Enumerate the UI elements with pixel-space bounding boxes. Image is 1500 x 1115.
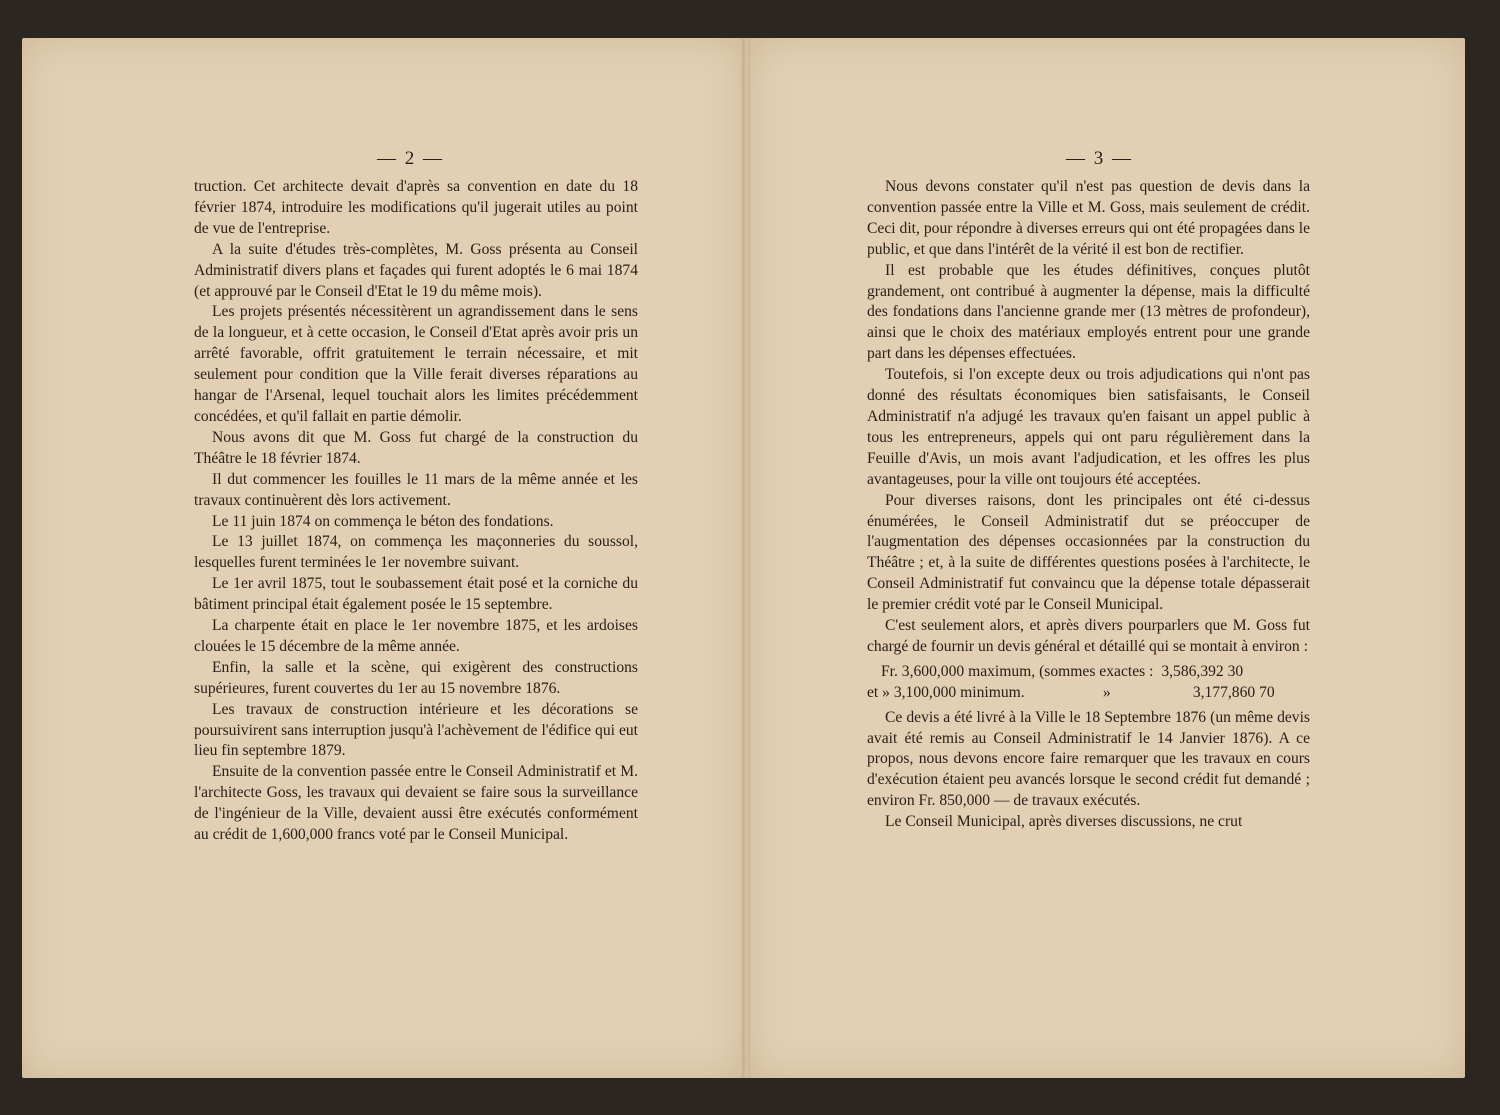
paragraph: Nous devons constater qu'il n'est pas question de devis dans la convention passée entre la Ville et M. Goss, mais seulement de crédit. Ceci dit, pour répondre à diverses erreurs qui ont été propagées dans le public, et que dans l'intérêt de la vérité il est bon de rectifier.: [867, 178, 1310, 258]
paragraph: Les travaux de construction intérieure et les décorations se poursuivirent sans interruption jusqu'à l'achèvement de l'édifice qui eut lieu fin septembre 1879.: [194, 700, 638, 760]
paragraph: Les projets présentés nécessitèrent un agrandissement dans le sens de la longueur, et à cette occasion, le Conseil d'Etat après avoir pris un arrêté favorable, offrit gratuitement le terrain nécessaire, et mit seulement pour condition que la Ville ferait diverses réparations au hangar de l'Arsenal, lequel touchait alors les limites précédemment concédées, et qu'il fallait en partie démolir.: [194, 303, 638, 425]
money-amount: 3,586,392 30: [1161, 662, 1244, 680]
money-amount: 3,177,860 70: [1192, 683, 1275, 701]
paragraph: C'est seulement alors, et après divers pourparlers que M. Goss fut chargé de fournir un devis général et détaillé qui se montait à environ :: [867, 617, 1310, 655]
paragraph: Il dut commencer les fouilles le 11 mars de la même année et les travaux continuèrent dès lors activement.: [194, 470, 638, 509]
right-page-text: [867, 177, 1310, 833]
money-line: [867, 683, 1310, 704]
money-line: [867, 662, 1310, 683]
paragraph: Le 11 juin 1874 on commença le béton des fondations.: [212, 512, 554, 530]
page-number-left: — 2 —: [377, 148, 444, 169]
money-label: Fr. 3,600,000 maximum, (sommes exactes :: [881, 662, 1154, 680]
paragraph: Ce devis a été livré à la Ville le 18 Septembre 1876 (un même devis avait été remis au Conseil Administratif le 14 Janvier 1876). A ce propos, nous devons encore faire remarquer que les travaux en cours d'exécution étaient peu avancés lorsque le second crédit fut demandé ; environ Fr. 850,000 — de travaux exécutés.: [867, 708, 1310, 810]
paragraph: truction. Cet architecte devait d'après sa convention en date du 18 février 1874, introduire les modifications qu'il jugerait utiles au point de vue de l'entreprise.: [194, 178, 638, 237]
ditto-mark: »: [1102, 683, 1111, 701]
paragraph: Nous avons dit que M. Goss fut chargé de la construction du Théâtre le 18 février 1874.: [194, 428, 638, 467]
paragraph: Il est probable que les études définitives, conçues plutôt grandement, ont contribué à augmenter la dépense, mais la difficulté des fondations dans l'ancienne grande mer (13 mètres de profondeur), ainsi que le choix des matériaux employés entrent pour une grande part dans les dépenses effectuées.: [867, 261, 1310, 363]
right-page: [750, 38, 1465, 1078]
page-number-right: — 3 —: [1066, 148, 1133, 169]
left-page-text: [194, 177, 638, 846]
paragraph: Le Conseil Municipal, après diverses discussions, ne crut: [885, 813, 1243, 831]
paragraph: La charpente était en place le 1er novembre 1875, et les ardoises clouées le 15 décembre de la même année.: [194, 617, 638, 655]
paragraph: Enfin, la salle et la scène, qui exigèrent des constructions supérieures, furent couvertes du 1er au 15 novembre 1876.: [194, 658, 638, 697]
paragraph: A la suite d'études très-complètes, M. Goss présenta au Conseil Administratif divers plans et façades qui furent adoptés le 6 mai 1874 (et approuvé par le Conseil d'Etat le 19 du même mois).: [194, 240, 638, 300]
paragraph: Le 13 juillet 1874, on commença les maçonneries du soussol, lesquelles furent terminées le 1er novembre suivant.: [194, 533, 638, 572]
paragraph: Pour diverses raisons, dont les principales ont été ci-dessus énumérées, le Conseil Administratif dut se préoccuper de l'augmentation des dépenses occasionnées par la construction du Théâtre ; et, à la suite de différentes questions posées à l'architecte, le Conseil Administratif fut convaincu que la dépense totale dépasserait le premier crédit voté par le Conseil Municipal.: [867, 491, 1310, 614]
paragraph: Toutefois, si l'on excepte deux ou trois adjudications qui n'ont pas donné des résultats économiques bien satisfaisants, le Conseil Administratif n'a adjugé les travaux qu'en faisant un appel public à tous les entrepreneurs, appels qui ont paru régulièrement dans la Feuille d'Avis, un mois avant l'adjudication, et les offres les plus avantageuses, pour la ville ont toujours été acceptées.: [867, 366, 1310, 488]
paragraph: Ensuite de la convention passée entre le Conseil Administratif et M. l'architecte Goss, les travaux qui devaient se faire sous la surveillance de l'ingénieur de la Ville, devaient aussi être exécutés conformément au crédit de 1,600,000 francs voté par le Conseil Municipal.: [194, 763, 638, 844]
left-page: [22, 38, 742, 1078]
money-label: et » 3,100,000 minimum.: [867, 683, 1025, 701]
paragraph: Le 1er avril 1875, tout le soubassement était posé et la corniche du bâtiment principal était également posée le 15 septembre.: [194, 575, 638, 614]
